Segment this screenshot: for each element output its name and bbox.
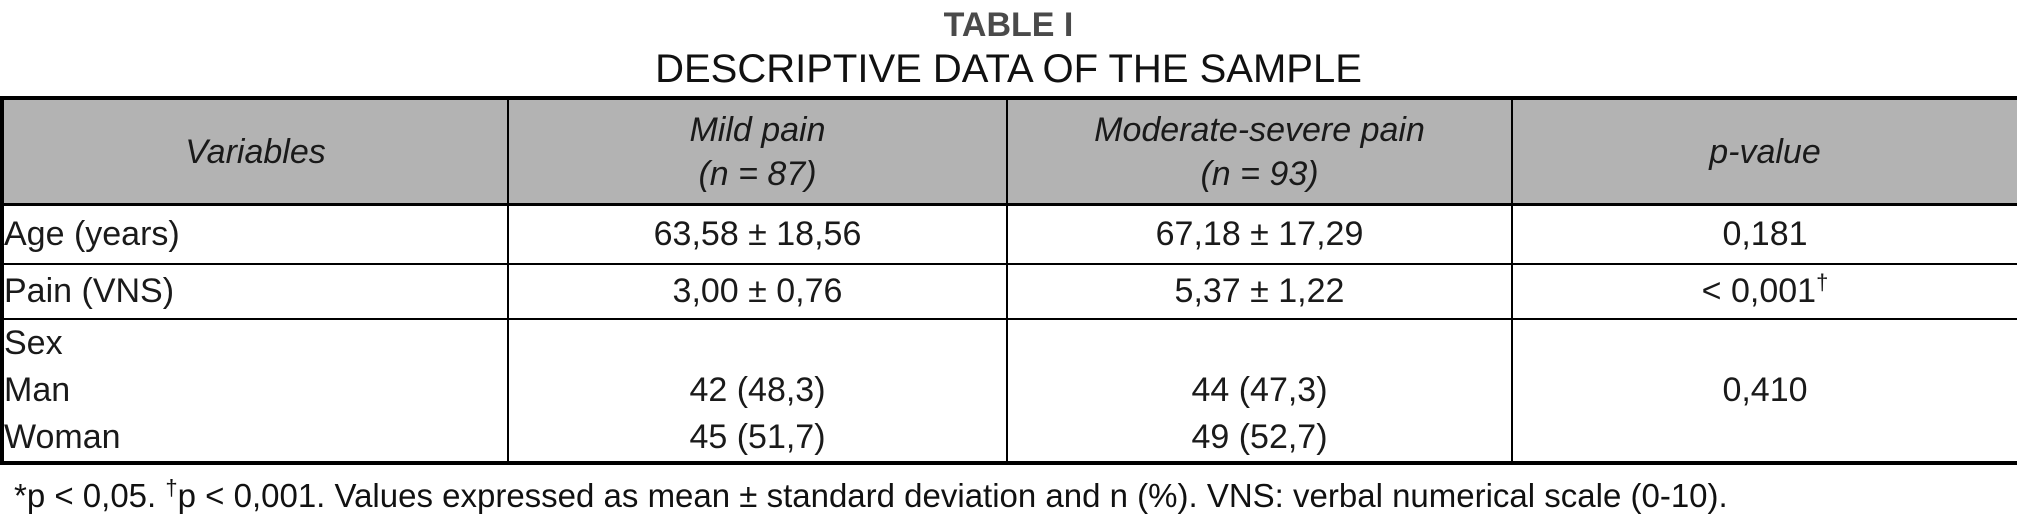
sex-mild-blank-line [509, 320, 1006, 367]
column-header-mild-pain [508, 98, 1007, 205]
column-header-variables [2, 98, 508, 205]
table-caption: DESCRIPTIVE DATA OF THE SAMPLE [655, 47, 1362, 91]
footnote-dagger-icon: † [165, 475, 178, 500]
table-footnote [0, 474, 2017, 518]
table-number-title: TABLE I [943, 6, 1074, 44]
pain-p-value-cell [1512, 264, 2017, 319]
pain-moderate-value-cell: 5,37 ± 1,22 [1007, 264, 1512, 319]
table-row-age [2, 205, 2017, 265]
footnote-significance-part2: p < 0,001. Values expressed as mean ± standard deviation and n (%). VNS: verbal numerical scale (0-10). [177, 477, 1728, 514]
sex-moderate-blank-line [1008, 320, 1511, 367]
footnote-significance-part1: *p < 0,05. [14, 477, 166, 514]
table-title-block [0, 0, 2017, 93]
table-row-pain [2, 264, 2017, 319]
age-mild-value-cell: 63,58 ± 18,56 [508, 205, 1007, 265]
column-header-moderate-severe-pain-n: (n = 93) [1200, 154, 1319, 193]
column-header-variables-label: Variables [185, 132, 326, 171]
descriptive-data-table [0, 96, 2017, 465]
age-p-value-cell: 0,181 [1512, 205, 2017, 265]
sex-moderate-value-cell [1007, 319, 1512, 463]
column-header-moderate-severe-pain-label: Moderate-severe pain [1094, 110, 1425, 149]
sex-p-value-cell: 0,410 [1512, 319, 2017, 463]
column-header-p-value-label: p-value [1709, 132, 1821, 171]
age-moderate-value-cell: 67,18 ± 17,29 [1007, 205, 1512, 265]
sex-moderate-man-value: 44 (47,3) [1191, 371, 1328, 409]
table-row-sex [2, 319, 2017, 463]
sex-variable-cell [2, 319, 508, 463]
column-header-mild-pain-n: (n = 87) [698, 154, 817, 193]
column-header-mild-pain-label: Mild pain [689, 110, 826, 149]
sex-mild-man-value: 42 (48,3) [689, 371, 826, 409]
sex-moderate-woman-value: 49 (52,7) [1191, 418, 1328, 456]
column-header-moderate-severe-pain [1007, 98, 1512, 205]
dagger-superscript: † [1816, 269, 1829, 295]
sex-label-line: Sex [4, 324, 63, 362]
pain-mild-value-cell: 3,00 ± 0,76 [508, 264, 1007, 319]
age-variable-cell: Age (years) [2, 205, 508, 265]
sex-mild-woman-value: 45 (51,7) [689, 418, 826, 456]
pain-p-value-text: < 0,001 [1701, 272, 1817, 310]
sex-mild-value-cell [508, 319, 1007, 463]
table-header-row [2, 98, 2017, 205]
sex-woman-label-line: Woman [4, 418, 121, 456]
pain-variable-cell: Pain (VNS) [2, 264, 508, 319]
sex-man-label-line: Man [4, 371, 71, 409]
column-header-p-value [1512, 98, 2017, 205]
